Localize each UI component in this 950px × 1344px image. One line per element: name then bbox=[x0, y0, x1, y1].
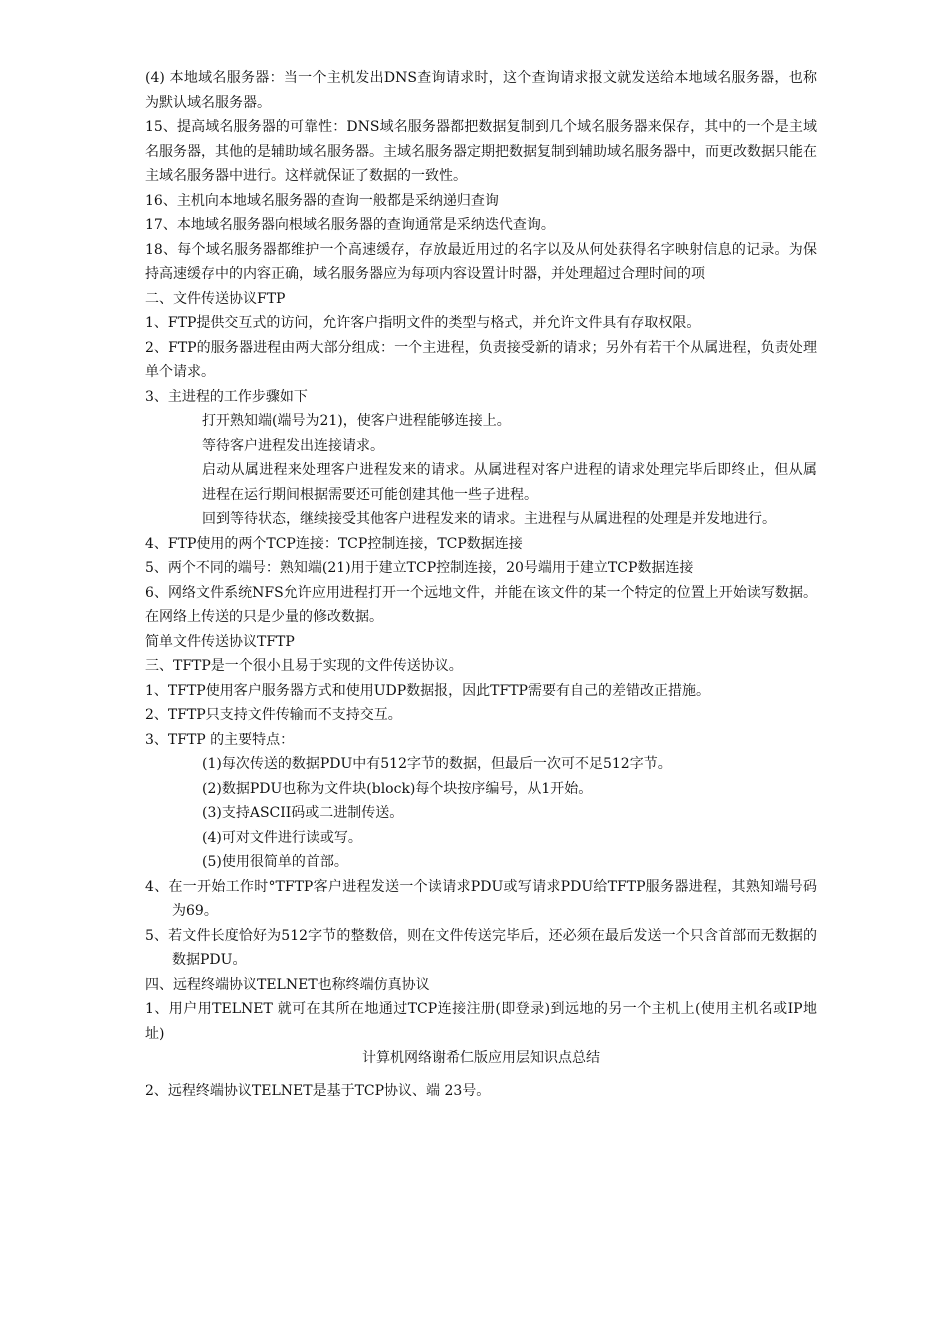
ftp-step-1: 打开熟知端(端号为21)，使客户进程能够连接上。 bbox=[202, 413, 511, 429]
tftp-item-2: 2、TFTP只支持文件传输而不支持交互。 bbox=[145, 707, 402, 723]
tftp-item-1: 1、TFTP使用客户服务器方式和使用UDP数据报，因此TFTP需要有自己的差错改正措施。 bbox=[145, 682, 710, 699]
tftp-item-4: 4、在一开始工作时°TFTP客户进程发送一个读请求PDU或写请求PDU给TFTP服务器进程，其熟知端号码为69。 bbox=[145, 878, 817, 919]
section-heading-ftp: 二、文件传送协议FTP bbox=[145, 290, 286, 307]
paragraph-17: 17、本地域名服务器向根域名服务器的查询通常是采纳迭代查询。 bbox=[145, 217, 555, 233]
ftp-item-1: 1、FTP提供交互式的访问，允许客户指明文件的类型与格式，并允许文件具有存取权限。 bbox=[145, 315, 701, 331]
ftp-item-3: 3、主进程的工作步骤如下 bbox=[145, 388, 308, 405]
tftp-feature-1: (1)每次传送的数据PDU中有512字节的数据，但最后一次可不足512字节。 bbox=[202, 756, 672, 772]
tftp-item-5: 5、若文件长度恰好为512字节的整数倍，则在文件传送完毕后，还必须在最后发送一个只含首部而无数据的数据PDU。 bbox=[145, 927, 817, 968]
tftp-feature-3: (3)支持ASCII码或二进制传送。 bbox=[202, 805, 404, 821]
paragraph-18: 18、每个域名服务器都维护一个高速缓存，存放最近用过的名字以及从何处获得名字映射信息的记录。为保持高速缓存中的内容正确，域名服务器应为每项内容设置计时器，并处理超过合理时间的项 bbox=[145, 241, 817, 282]
ftp-item-5: 5、两个不同的端号：熟知端(21)用于建立TCP控制连接，20号端用于建立TCP数据连接 bbox=[145, 560, 694, 576]
ftp-step-3: 启动从属进程来处理客户进程发来的请求。从属进程对客户进程的请求处理完毕后即终止，但从属进程在运行期间根据需要还可能创建其他一些子进程。 bbox=[202, 462, 817, 503]
ftp-step-2: 等待客户进程发出连接请求。 bbox=[202, 437, 384, 454]
tftp-item-3: 3、TFTP 的主要特点： bbox=[145, 731, 295, 748]
tftp-feature-5: (5)使用很简单的首部。 bbox=[202, 854, 348, 870]
paragraph-16: 16、主机向本地域名服务器的查询一般都是采纳递归查询 bbox=[145, 192, 499, 209]
page-footer-title: 计算机网络谢希仁版应用层知识点总结 bbox=[362, 1050, 600, 1066]
ftp-item-4: 4、FTP使用的两个TCP连接：TCP控制连接，TCP数据连接 bbox=[145, 535, 523, 552]
section-heading-telnet: 四、远程终端协议TELNET也称终端仿真协议 bbox=[145, 976, 430, 993]
paragraph-15: 15、提高域名服务器的可靠性：DNS域名服务器都把数据复制到几个域名服务器来保存，其中的一个是主域名服务器，其他的是辅助域名服务器。主域名服务器定期把数据复制到辅助域名服务器中，而更改数据只能在主域名服务器中进行。这样就保证了数据的一致性。 bbox=[145, 119, 817, 184]
paragraph-local-dns: (4) 本地域名服务器：当一个主机发出DNS查询请求时，这个查询请求报文就发送给本地域名服务器，也称为默认域名服务器。 bbox=[145, 70, 817, 111]
telnet-item-1: 1、用户用TELNET 就可在其所在地通过TCP连接注册(即登录)到远地的另一个主机上(使用主机名或IP地址) bbox=[145, 1001, 817, 1042]
document-body bbox=[145, 66, 817, 1103]
telnet-item-2: 2、远程终端协议TELNET是基于TCP协议、端 23号。 bbox=[145, 1082, 491, 1099]
section-heading-tftp: 三、TFTP是一个很小且易于实现的文件传送协议。 bbox=[145, 658, 463, 674]
tftp-feature-4: (4)可对文件进行读或写。 bbox=[202, 829, 362, 846]
tftp-feature-2: (2)数据PDU也称为文件块(block)每个块按序编号，从1开始。 bbox=[202, 780, 593, 797]
ftp-step-4: 回到等待状态，继续接受其他客户进程发来的请求。主进程与从属进程的处理是并发地进行。 bbox=[202, 511, 776, 527]
subheading-tftp: 简单文件传送协议TFTP bbox=[145, 633, 295, 650]
ftp-item-6: 6、网络文件系统NFS允许应用进程打开一个远地文件，并能在该文件的某一个特定的位置上开始读写数据。在网络上传送的只是少量的修改数据。 bbox=[145, 584, 817, 625]
ftp-item-2: 2、FTP的服务器进程由两大部分组成：一个主进程，负责接受新的请求；另外有若干个从属进程，负责处理单个请求。 bbox=[145, 339, 817, 380]
